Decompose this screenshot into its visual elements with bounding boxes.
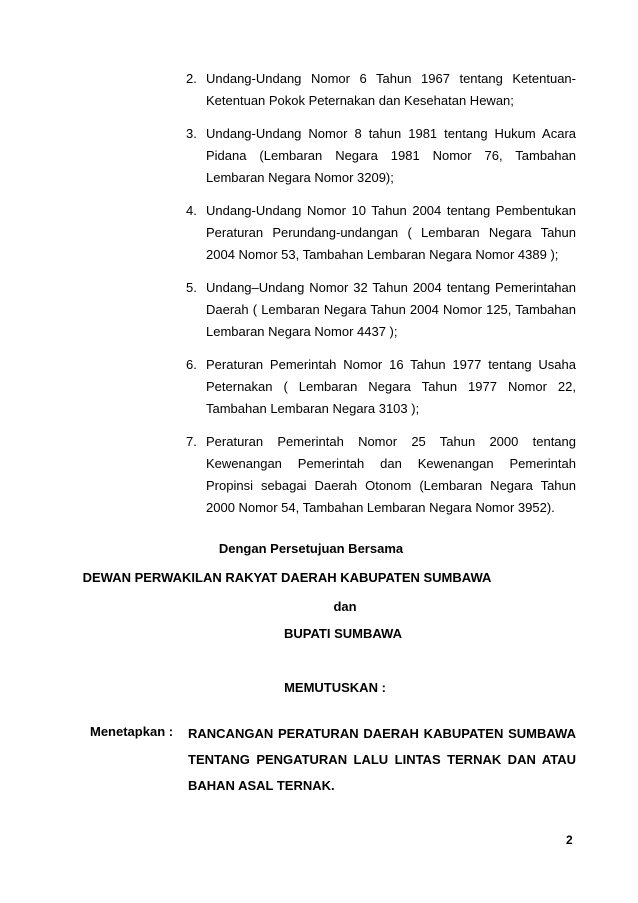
list-item <box>186 277 576 343</box>
decision-heading: MEMUTUSKAN : <box>284 680 386 695</box>
dprd-name: DEWAN PERWAKILAN RAKYAT DAERAH KABUPATEN SUMBAWA <box>82 570 492 585</box>
list-item-number: 6. <box>186 357 197 372</box>
page-number: 2 <box>566 833 573 847</box>
legal-basis-list <box>186 68 576 530</box>
list-item-text: Undang–Undang Nomor 32 Tahun 2004 tentang Pemerintahan Daerah ( Lembaran Negara Tahun 2004 Nomor 125, Tambahan Lembaran Negara Nomor 4437 ); <box>206 280 576 339</box>
list-item-text: Undang-Undang Nomor 6 Tahun 1967 tentang Ketentuan-Ketentuan Pokok Peternakan dan Kesehatan Hewan; <box>206 71 576 108</box>
establish-label: Menetapkan : <box>90 724 174 739</box>
list-item <box>186 431 576 519</box>
list-item-number: 4. <box>186 203 197 218</box>
list-item <box>186 123 576 189</box>
conjunction: dan <box>333 599 357 614</box>
list-item-number: 3. <box>186 126 197 141</box>
list-item-number: 2. <box>186 71 197 86</box>
list-item-text: Undang-Undang Nomor 10 Tahun 2004 tentang Pembentukan Peraturan Perundang-undangan ( Lembaran Negara Tahun 2004 Nomor 53, Tambahan Lembaran Negara Nomor 4389 ); <box>206 203 576 262</box>
approval-heading: Dengan Persetujuan Bersama <box>218 541 404 556</box>
list-item-number: 5. <box>186 280 197 295</box>
list-item-text: Peraturan Pemerintah Nomor 25 Tahun 2000 tentang Kewenangan Pemerintah dan Kewenangan Pemerintah Propinsi sebagai Daerah Otonom (Lembaran Negara Tahun 2000 Nomor 54, Tambahan Lembaran Negara Nomor 3952). <box>206 434 576 515</box>
list-item <box>186 354 576 420</box>
list-item <box>186 68 576 112</box>
list-item-text: Undang-Undang Nomor 8 tahun 1981 tentang Hukum Acara Pidana (Lembaran Negara 1981 Nomor 76, Tambahan Lembaran Negara Nomor 3209); <box>206 126 576 185</box>
bupati-name: BUPATI SUMBAWA <box>284 626 402 641</box>
list-item-number: 7. <box>186 434 197 449</box>
list-item <box>186 200 576 266</box>
list-item-text: Peraturan Pemerintah Nomor 16 Tahun 1977 tentang Usaha Peternakan ( Lembaran Negara Tahun 1977 Nomor 22, Tambahan Lembaran Negara 3103 ); <box>206 357 576 416</box>
regulation-title: RANCANGAN PERATURAN DAERAH KABUPATEN SUMBAWA TENTANG PENGATURAN LALU LINTAS TERNAK DAN ATAU BAHAN ASAL TERNAK. <box>188 726 576 793</box>
